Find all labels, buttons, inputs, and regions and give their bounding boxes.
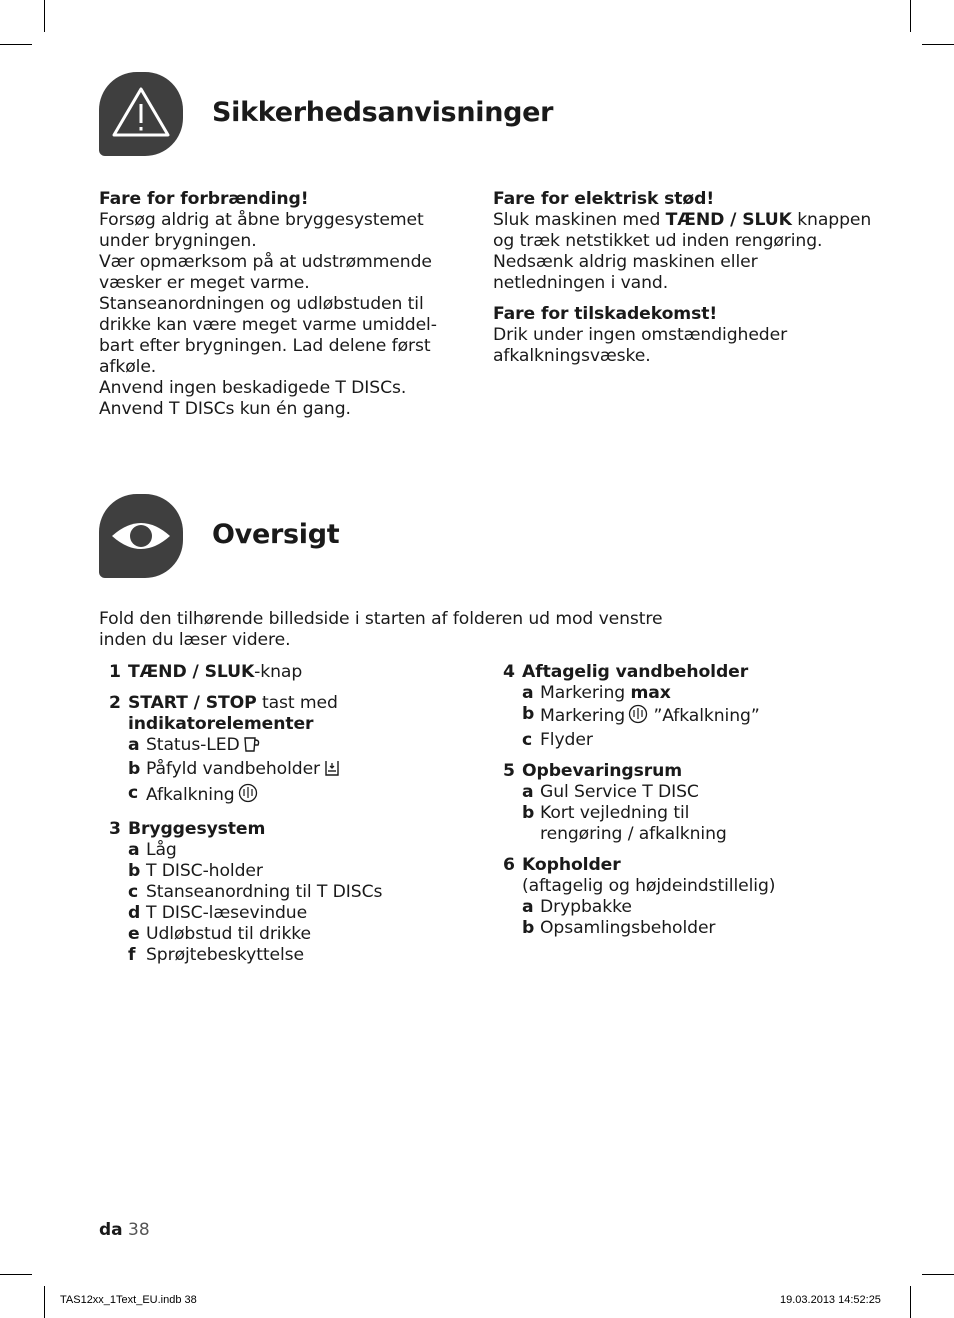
text-line: Fold den tilhørende billedside i starten af folderen ud mod venstre <box>99 609 663 629</box>
crop-mark <box>910 1286 911 1318</box>
crop-mark <box>922 44 954 45</box>
sub-letter: a <box>128 735 140 755</box>
water-tank-icon <box>323 759 341 783</box>
sub-letter: f <box>128 945 136 965</box>
text-span: Sluk maskinen med <box>493 210 666 230</box>
crop-mark <box>922 1274 954 1275</box>
power-key-label: TÆND / SLUK <box>665 210 792 230</box>
power-key-label: TÆND / SLUK <box>128 662 255 682</box>
sub-letter: c <box>128 783 139 803</box>
descaling-icon <box>628 704 648 730</box>
sub-text: T DISC-læsevindue <box>146 903 308 923</box>
text-line: afkalkningsvæske. <box>493 346 651 366</box>
text-line: bart efter brygningen. Lad delene først <box>99 336 431 356</box>
sub-letter: b <box>128 759 141 779</box>
sub-item <box>128 924 469 945</box>
overview-list-left <box>99 662 469 976</box>
sub-text: Gul Service T DISC <box>540 782 699 802</box>
text-line: Anvend T DISCs kun én gang. <box>99 399 351 419</box>
safety-title: Sikkerhedsanvisninger <box>212 97 554 128</box>
sub-item <box>128 759 469 783</box>
print-slug-date: 19.03.2013 14:52:25 <box>780 1294 881 1306</box>
sub-text: Markering <box>540 706 626 726</box>
text-line: Nedsænk aldrig maskinen eller <box>493 252 758 272</box>
max-marking-label: max <box>630 683 671 703</box>
list-item <box>493 662 893 751</box>
sub-item <box>128 903 469 924</box>
sub-text: Drypbakke <box>540 897 632 917</box>
sub-letter: a <box>522 897 534 917</box>
sub-text: Stanseanordning til T DISCs <box>146 882 383 902</box>
text-span: knappen <box>791 210 872 230</box>
item-number: 5 <box>503 761 515 781</box>
list-item <box>493 855 893 939</box>
sub-text: Udløbstud til drikke <box>146 924 312 944</box>
cup-icon <box>243 735 261 759</box>
sub-text: Afkalkning <box>146 785 235 805</box>
sub-letter: c <box>522 730 533 750</box>
sub-text: Status-LED <box>146 735 240 755</box>
sub-item <box>128 783 469 809</box>
text-line: Stanseanordningen og udløbstuden til <box>99 294 424 314</box>
text-line: netledningen i vand. <box>493 273 669 293</box>
page-label: 38 <box>128 1220 150 1240</box>
text-line: Vær opmærksom på at udstrømmende <box>99 252 432 272</box>
item-number: 1 <box>109 662 121 682</box>
item-note: (aftagelig og højdeindstillelig) <box>522 876 776 896</box>
sub-text: Sprøjtebeskyttelse <box>146 945 304 965</box>
overview-title: Oversigt <box>212 519 340 550</box>
text-span: -knap <box>254 662 303 682</box>
item-number: 3 <box>109 819 121 839</box>
sub-item <box>522 918 893 939</box>
page-number <box>99 1220 150 1240</box>
overview-list-right <box>493 662 893 949</box>
text-span: tast med <box>256 693 338 713</box>
crop-mark <box>44 1286 45 1318</box>
eye-icon <box>99 494 183 578</box>
sub-letter: a <box>522 782 534 802</box>
crop-mark <box>910 0 911 32</box>
sub-letter: b <box>128 861 141 881</box>
sub-text: Låg <box>146 840 177 860</box>
start-stop-label: START / STOP <box>128 693 257 713</box>
sub-text: Påfyld vandbeholder <box>146 759 321 779</box>
text-line: Drik under ingen omstændigheder <box>493 325 788 345</box>
injury-hazard-heading: Fare for tilskadekomst! <box>493 304 718 324</box>
text-line: væsker er meget varme. <box>99 273 310 293</box>
sub-text: Opsamlingsbeholder <box>540 918 716 938</box>
burn-hazard-heading: Fare for forbrænding! <box>99 189 309 209</box>
crop-mark <box>44 0 45 32</box>
sub-text: T DISC-holder <box>146 861 263 881</box>
electric-hazard-block <box>493 189 893 367</box>
item-title: Bryggesystem <box>128 819 266 839</box>
sub-letter: a <box>128 840 140 860</box>
descaling-icon <box>238 783 258 809</box>
sub-item <box>128 882 469 903</box>
sub-text: ”Afkalkning” <box>648 706 760 726</box>
text-line: drikke kan være meget varme umiddel- <box>99 315 437 335</box>
sub-item <box>522 782 893 803</box>
sub-item <box>522 683 893 704</box>
sub-item <box>522 704 893 730</box>
sub-item <box>128 840 469 861</box>
sub-text: Markering <box>540 683 631 703</box>
sub-text: Flyder <box>540 730 593 750</box>
warning-triangle-icon <box>99 72 183 156</box>
sub-letter: a <box>522 683 534 703</box>
list-item <box>99 662 469 683</box>
crop-mark <box>0 44 32 45</box>
text-line: Anvend ingen beskadigede T DISCs. <box>99 378 407 398</box>
sub-letter: e <box>128 924 140 944</box>
sub-text: Kort vejledning til <box>540 803 690 823</box>
item-number: 2 <box>109 693 121 713</box>
sub-letter: c <box>128 882 139 902</box>
item-title: Kopholder <box>522 855 621 875</box>
sub-item <box>128 861 469 882</box>
item-number: 6 <box>503 855 515 875</box>
print-slug-file: TAS12xx_1Text_EU.indb 38 <box>60 1294 197 1306</box>
text-line: inden du læser videre. <box>99 630 291 650</box>
item-title: indikatorelementer <box>128 714 314 734</box>
list-item <box>99 693 469 809</box>
sub-letter: d <box>128 903 141 923</box>
item-title: Aftagelig vandbeholder <box>522 662 749 682</box>
sub-letter: b <box>522 704 535 724</box>
sub-letter: b <box>522 803 535 823</box>
text-line: og træk netstikket ud inden rengøring. <box>493 231 823 251</box>
sub-letter: b <box>522 918 535 938</box>
item-number: 4 <box>503 662 515 682</box>
text-line: Forsøg aldrig at åbne bryggesystemet <box>99 210 424 230</box>
language-code: da <box>99 1220 123 1240</box>
item-title: Opbevaringsrum <box>522 761 683 781</box>
text-line: under brygningen. <box>99 231 257 251</box>
electric-hazard-heading: Fare for elektrisk stød! <box>493 189 715 209</box>
overview-intro <box>99 609 662 651</box>
crop-mark <box>0 1274 32 1275</box>
text-line: afkøle. <box>99 357 157 377</box>
list-item <box>99 819 469 966</box>
sub-item <box>522 897 893 918</box>
sub-text: rengøring / afkalkning <box>540 824 727 844</box>
burn-hazard-block <box>99 189 459 420</box>
sub-item <box>128 945 469 966</box>
sub-item <box>522 730 893 751</box>
list-item <box>493 761 893 845</box>
sub-item <box>128 735 469 759</box>
sub-item <box>522 803 893 845</box>
